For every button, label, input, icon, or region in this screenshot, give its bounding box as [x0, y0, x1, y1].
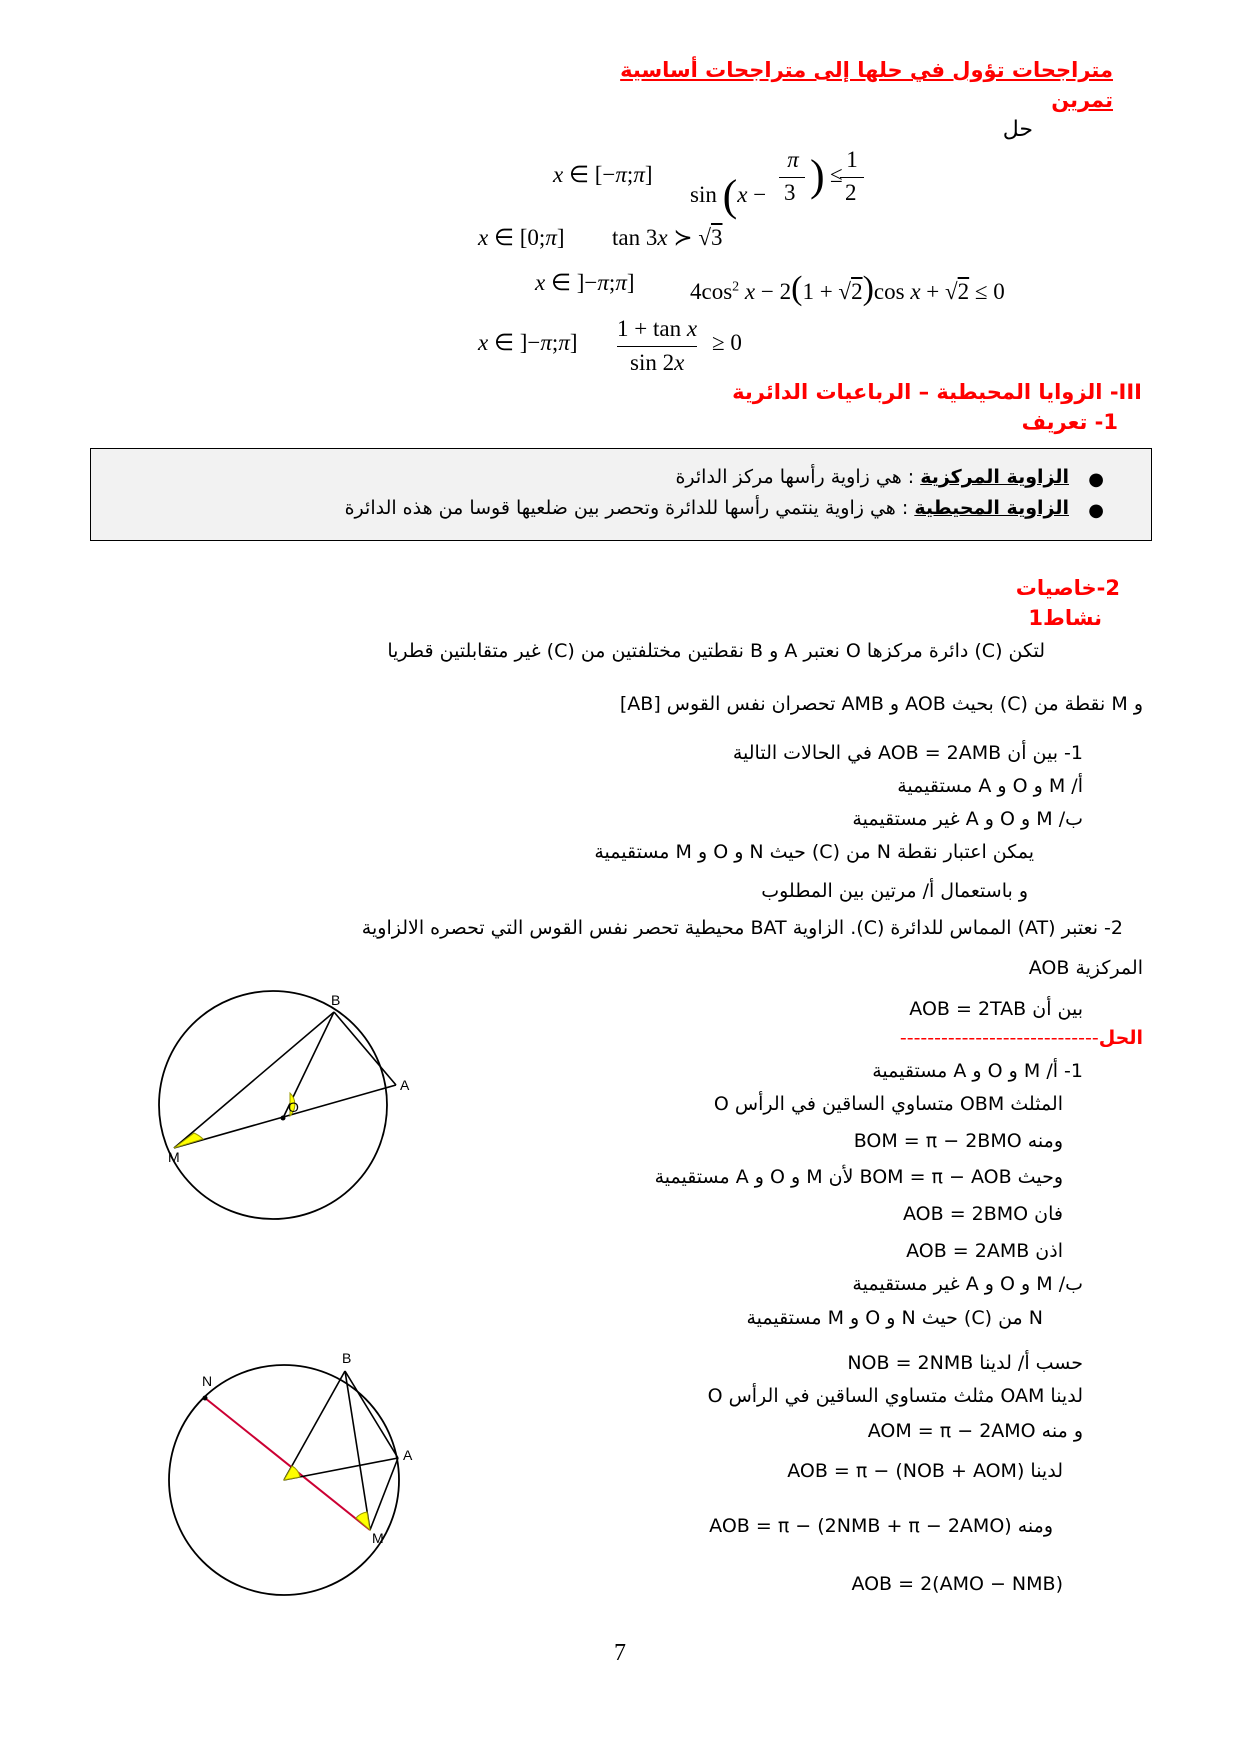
fig2-segment-oa	[284, 1458, 398, 1480]
fig2-label-b: B	[342, 1350, 352, 1366]
fig2-point-n	[203, 1396, 208, 1401]
figure-2	[150, 1330, 450, 1630]
question-2c: بين أن AOB = 2TAB	[909, 998, 1083, 1020]
solution-4: وحيث BOM = π − AOB لأن M و O و A مستقيمية	[654, 1166, 1063, 1188]
fig1-center	[281, 1116, 286, 1121]
question-1b: ب/ M و O و A غير مستقيمية	[852, 808, 1083, 830]
solution-5: فان AOB = 2BMO	[903, 1203, 1063, 1225]
solution-9: حسب أ/ لدينا NOB = 2NMB	[847, 1352, 1083, 1374]
solution-7: ب/ M و O و A غير مستقيمية	[852, 1273, 1083, 1295]
definition-title: 1- تعريف	[1021, 410, 1118, 434]
solution-label: الحل	[1098, 1027, 1143, 1049]
definition-box	[90, 448, 1152, 541]
fig1-segment-mb	[174, 1012, 334, 1148]
solve-label: حل	[1002, 117, 1033, 142]
properties-title: 2-خاصيات	[1015, 576, 1120, 600]
solution-14: AOB = 2(AMO − NMB)	[851, 1573, 1063, 1595]
solution-2: المثلث OBM متساوي الساقين في الرأس O	[713, 1093, 1063, 1115]
activity-line-2: و M نقطة من (C) بحيث AOB و AMB تحصران نفس القوس [AB]	[619, 693, 1143, 715]
fig2-segment-ba	[345, 1371, 398, 1458]
fig2-diameter	[205, 1398, 370, 1530]
fig1-segment-ba	[334, 1012, 396, 1085]
fig1-label-o: O	[288, 1099, 299, 1115]
solution-header	[900, 1027, 1143, 1050]
solution-11: و منه AOM = π − 2AMO	[867, 1420, 1083, 1442]
fig2-label-a: A	[403, 1447, 413, 1463]
solution-8: N من (C) حيث N و O و M مستقيمية	[746, 1307, 1043, 1329]
question-2b: المركزية AOB	[1028, 957, 1143, 979]
def-2-text: هي زاوية ينتمي رأسها للدائرة وتحصر بين ضلعيها قوسا من هذه الدائرة	[344, 497, 896, 519]
definition-1	[675, 466, 1069, 489]
fig1-label-a: A	[400, 1077, 410, 1093]
def-1-term: الزاوية المركزية	[920, 466, 1069, 488]
fig1-label-m: M	[168, 1149, 180, 1165]
exercise-label: تمرين	[1051, 88, 1113, 112]
figure-1	[130, 955, 430, 1255]
fig2-label-m: M	[372, 1530, 384, 1546]
def-1-text: هي زاوية رأسها مركز الدائرة	[675, 466, 902, 488]
hint-2: و باستعمال أ/ مرتين بين المطلوب	[761, 880, 1028, 902]
bullet-1: ●	[1088, 469, 1104, 490]
def-2-sep: :	[895, 497, 915, 519]
page-number: 7	[614, 1640, 626, 1666]
fig1-circle	[159, 991, 387, 1219]
fig1-label-b: B	[331, 992, 341, 1008]
activity-title: نشاط1	[1028, 606, 1102, 630]
page-heading: متراجحات تؤول في حلها إلى متراجحات أساسية	[620, 58, 1113, 82]
definition-2	[345, 497, 1069, 520]
solution-3: ومنه BOM = π − 2BMO	[853, 1130, 1063, 1152]
question-1a: أ/ M و O و A مستقيمية	[897, 775, 1083, 797]
def-2-term: الزاوية المحيطية	[914, 497, 1069, 519]
bullet-2: ●	[1088, 500, 1104, 521]
activity-line-1: لتكن (C) دائرة مركزها O نعتبر A و B نقطتين مختلفتين من (C) غير متقابلتين قطريا	[387, 640, 1045, 662]
section-title: III- الزوايا المحيطية – الرباعيات الدائرية	[732, 380, 1142, 404]
solution-13: ومنه AOB = π − (2NMB + π − 2AMO)	[709, 1515, 1053, 1537]
fig2-label-n: N	[202, 1373, 213, 1389]
solution-6: اذن AOB = 2AMB	[906, 1240, 1063, 1262]
question-1: 1- بين أن AOB = 2AMB في الحالات التالية	[732, 742, 1083, 764]
fig2-segment-ob	[284, 1371, 345, 1480]
fig2-segment-bm	[345, 1371, 370, 1530]
solution-12: لدينا AOB = π − (NOB + AOM)	[787, 1460, 1063, 1482]
def-1-sep: :	[901, 466, 921, 488]
fig2-central-angle	[284, 1466, 300, 1480]
fig2-segment-am	[370, 1458, 398, 1530]
solution-10: لدينا OAM مثلث متساوي الساقين في الرأس O	[707, 1385, 1083, 1407]
solution-dashes: -----------------------------	[899, 1027, 1099, 1049]
hint-1: يمكن اعتبار نقطة N من (C) حيث N و O و M مستقيمية	[594, 841, 1034, 863]
question-2: 2- نعتبر (AT) المماس للدائرة (C). الزاوية BAT محيطية تحصر نفس القوس التي تحصره الالزاوية	[361, 917, 1123, 939]
solution-1: 1- أ/ M و O و A مستقيمية	[872, 1060, 1083, 1082]
